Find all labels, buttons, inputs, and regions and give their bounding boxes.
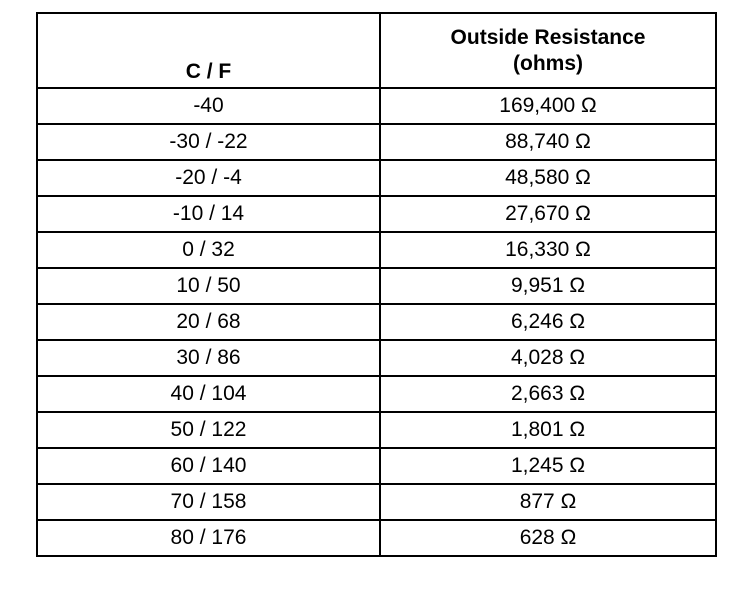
resistance-cell: 1,245 Ω <box>380 448 716 484</box>
table-row <box>37 304 716 340</box>
header-resistance <box>380 13 716 88</box>
table-row <box>37 196 716 232</box>
temperature-cell: 20 / 68 <box>37 304 380 340</box>
resistance-cell: 169,400 Ω <box>380 88 716 124</box>
temperature-cell: 60 / 140 <box>37 448 380 484</box>
temperature-cell: 0 / 32 <box>37 232 380 268</box>
resistance-cell: 877 Ω <box>380 484 716 520</box>
resistance-cell: 48,580 Ω <box>380 160 716 196</box>
table-row <box>37 232 716 268</box>
resistance-cell: 27,670 Ω <box>380 196 716 232</box>
table-row <box>37 268 716 304</box>
resistance-cell: 4,028 Ω <box>380 340 716 376</box>
temperature-cell: -30 / -22 <box>37 124 380 160</box>
table-row <box>37 412 716 448</box>
header-resistance-line1: Outside Resistance <box>450 25 646 49</box>
table-row <box>37 340 716 376</box>
table-body <box>37 88 716 556</box>
temperature-cell: 70 / 158 <box>37 484 380 520</box>
table-row <box>37 376 716 412</box>
table-row <box>37 124 716 160</box>
table-row <box>37 484 716 520</box>
resistance-cell: 88,740 Ω <box>380 124 716 160</box>
table-row <box>37 520 716 556</box>
header-resistance-line2: (ohms) <box>513 51 583 75</box>
header-row <box>37 13 716 88</box>
temperature-cell: 80 / 176 <box>37 520 380 556</box>
resistance-cell: 16,330 Ω <box>380 232 716 268</box>
temperature-cell: -20 / -4 <box>37 160 380 196</box>
temperature-cell: 30 / 86 <box>37 340 380 376</box>
temperature-cell: 10 / 50 <box>37 268 380 304</box>
table-row <box>37 448 716 484</box>
header-temperature-label: C / F <box>185 60 232 83</box>
temperature-cell: 40 / 104 <box>37 376 380 412</box>
temperature-cell: -10 / 14 <box>37 196 380 232</box>
header-temperature <box>37 13 380 88</box>
temperature-cell: -40 <box>37 88 380 124</box>
resistance-cell: 6,246 Ω <box>380 304 716 340</box>
table-header <box>37 13 716 88</box>
resistance-table <box>36 12 717 557</box>
table-row <box>37 88 716 124</box>
temperature-cell: 50 / 122 <box>37 412 380 448</box>
table-row <box>37 160 716 196</box>
resistance-cell: 2,663 Ω <box>380 376 716 412</box>
resistance-cell: 1,801 Ω <box>380 412 716 448</box>
resistance-cell: 628 Ω <box>380 520 716 556</box>
resistance-cell: 9,951 Ω <box>380 268 716 304</box>
